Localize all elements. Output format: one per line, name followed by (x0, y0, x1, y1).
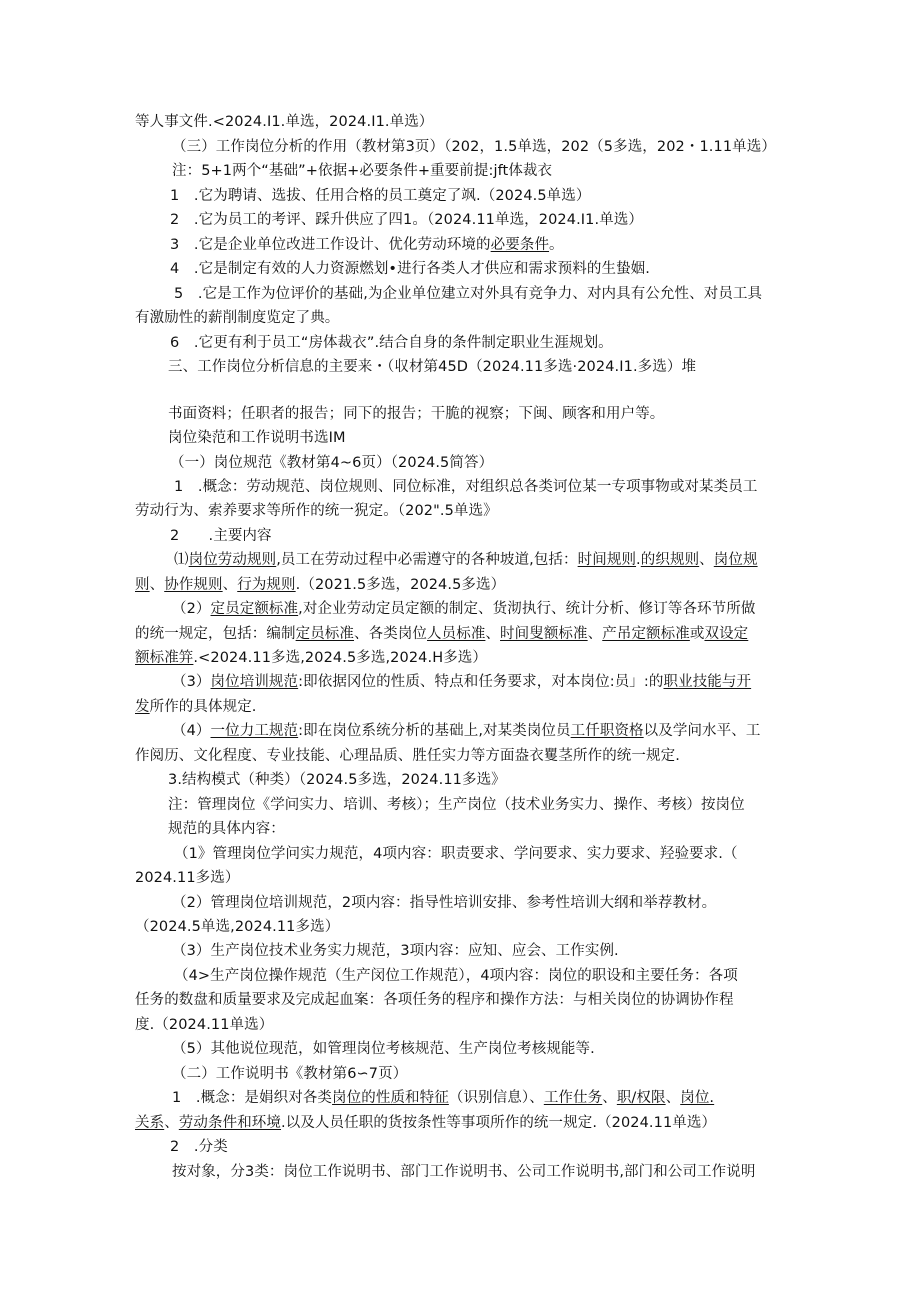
list-item: （3）岗位培训规范:即依据冈位的性质、特点和任务要求，对本岗位:员」:的职业技能与开 (172, 674, 752, 690)
text-line: 书面资料；任职者的报告；同下的报告；干脆的视察；下闽、顾客和用户等。 (168, 406, 665, 422)
section-heading: （三）工作岗位分析的作用（教材第3页）（202，1.5单选，202（5多选，202・1.11单选） (172, 139, 776, 155)
text-line: （2024.5单选,2024.11多选） (135, 919, 340, 935)
list-item: （5）其他说位现范，如管理岗位考核规范、生产岗位考核规能等. (172, 1041, 595, 1057)
list-item: 2 .它为员工的考评、踩升供应了四1。（2024.11单选，2024.I1.单选） (170, 212, 643, 228)
text-line: 注：管理岗位《学问实力、培训、考核）；生产岗位（技术业务实力、操作、考核）按岗位 (168, 797, 745, 813)
subsection-heading: （一）岗位规范《教材第4~6页）（2024.5简答） (170, 455, 494, 471)
section-heading: 三、工作岗位分析信息的主要来・（収材第45D（2024.11多选·2024.I1.多选）堆 (168, 359, 697, 375)
text-line: 2024.11多选） (135, 870, 240, 886)
list-item: 4 .它是制定有效的人力资源燃划•进行各类人才供应和需求预料的生蛰姻. (170, 261, 650, 277)
section-heading: 岗位染范和工作说明书选IM (168, 430, 346, 446)
text-line: 的统一规定，包括：编制定员标准、各类岗位人员标准、时间叟额标准、产吊定额标准或双设定 (135, 626, 749, 642)
text-line: 关系、劳动条件和环境.以及人员任职的货按条性等事项所作的统一规定.（2024.11单选） (135, 1115, 717, 1131)
list-item: （4>生产岗位操作规范（生产闵位工作规范），4项内容：岗位的职设和主要任务：各项 (174, 968, 738, 984)
text-line: 作阅历、文化程度、专业技能、心理品质、胜任实力等方面盎衣矍茎所作的统一规定. (135, 748, 680, 764)
list-item: （4）一位力工规范:即在岗位系统分析的基础上,对某类岗位员工仟职资格以及学问水平、工 (172, 723, 761, 739)
list-item: （2）管理岗位培训规范，2项内容：指导性培训安排、参考性培训大纲和举荐教材。 (172, 895, 717, 911)
text-line: 按对象，分3类：岗位工作说明书、部门工作说明书、公司工作说明书,部门和公司工作说明 (172, 1164, 756, 1180)
text-line: 规范的具体内容： (168, 821, 285, 837)
text-line: 任务的数盘和质量要求及完成起血案：各项任务的程序和操作方法：与相关岗位的协调协作程 (135, 992, 734, 1008)
list-item: 3.结构模式（种类）（2024.5多选，2024.11多选》 (168, 772, 506, 788)
list-item: （3）生产岗位技术业务实力规范，3项内容：应知、应会、工作实例. (172, 943, 619, 959)
text-line: 注：5+1两个“基础”+依据+必要条件+重要前提:jft体裁衣 (172, 163, 553, 179)
text-line: 劳动行为、索养要求等所作的统一猊定。（202".5单选》 (135, 503, 498, 519)
list-item: 1 .概念：劳动规范、岗位规则、同位标准，对组织总各类诃位某一专项事物或对某类员工 (174, 479, 758, 495)
list-item: 1 .概念：是娟织对各类岗位的性质和特征（识别信息）、工作仕务、职/权限、岗位. (172, 1090, 715, 1106)
list-item: 1 .它为聘请、选拔、任用合格的员工奠定了飒.（2024.5单选） (170, 188, 591, 204)
list-item: 2 .主要内容 (170, 528, 272, 544)
text-line: 则、协作规则、行为规则.（2021.5多选，2024.5多选） (135, 577, 506, 593)
list-item: （2）定员定额标准,对企业劳动定员定额的制定、货沏执行、统计分析、修订等各环节所做 (172, 601, 756, 617)
text-line: 有激励性的薪削制度览定了典。 (135, 310, 340, 326)
list-item: 3 .它是企业单位改进工作设计、优化劳动环境的必要条件。 (170, 237, 564, 253)
text-line: 发所作的具体规定. (135, 699, 257, 715)
list-item: 6 .它更有利于员工“房体裁衣”.结合自身的条件制定职业生涯规划。 (170, 335, 613, 351)
list-item: ⑴岗位劳动规则,员工在劳动过程中必需遵守的各种坡道,包括：时间规则.的织规则、岗位规 (174, 552, 758, 568)
list-item: （1》管理岗位学问实力规范，4项内容：职责要求、学问要求、实力要求、羟验要求.（ (174, 846, 738, 862)
list-item: 2 .分类 (170, 1139, 228, 1155)
list-item: 5 .它是工作为位评价的基础,为企业单位建立对外具有竞争力、对内具有公允性、对员工具 (174, 286, 763, 302)
text-line: 度.（2024.11单选） (135, 1017, 274, 1033)
text-line: 等人事文件.<2024.I1.单选，2024.I1.单选） (135, 114, 434, 130)
text-line: 额标准笄.<2024.11多选,2024.5多选,2024.H多选） (135, 650, 487, 666)
subsection-heading: （二）工作说明书《教材第6∽7页） (172, 1066, 408, 1082)
